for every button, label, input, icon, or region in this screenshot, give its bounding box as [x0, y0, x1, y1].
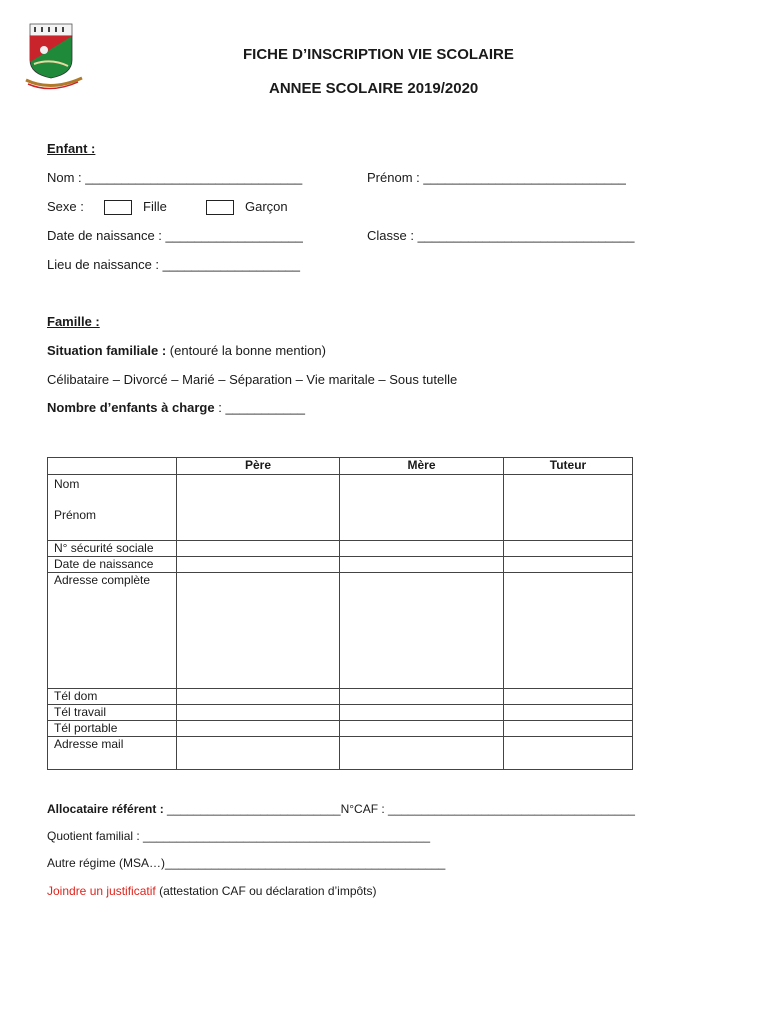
cell-mere-tel-travail[interactable] — [340, 705, 504, 721]
cell-tuteur-tel-dom[interactable] — [504, 689, 633, 705]
row-label-secu: N° sécurité sociale — [48, 541, 177, 557]
child-section-heading: Enfant : — [47, 141, 96, 156]
table-row — [48, 689, 633, 705]
table-header-row — [48, 458, 633, 475]
cell-mere-mail[interactable] — [340, 737, 504, 770]
cell-tuteur-tel-travail[interactable] — [504, 705, 633, 721]
row-label-tel-dom: Tél dom — [48, 689, 177, 705]
parents-table — [47, 457, 633, 770]
justificatif-note: (attestation CAF ou déclaration d’impôts) — [155, 884, 377, 898]
row-label-tel-travail: Tél travail — [48, 705, 177, 721]
child-class-field[interactable]: Classe : ______________________________ — [367, 228, 635, 243]
children-count-blank: : ___________ — [214, 400, 305, 415]
table-header-mere: Mère — [340, 458, 504, 475]
cell-tuteur-dob[interactable] — [504, 557, 633, 573]
row-label-nom-prenom — [48, 475, 177, 541]
row-label-nom: Nom — [54, 477, 80, 491]
cell-tuteur-adresse[interactable] — [504, 573, 633, 689]
cell-pere-tel-travail[interactable] — [177, 705, 340, 721]
garcon-label: Garçon — [245, 199, 288, 214]
cell-pere-secu[interactable] — [177, 541, 340, 557]
cell-mere-tel-dom[interactable] — [340, 689, 504, 705]
allocataire-line[interactable] — [47, 802, 635, 816]
family-situation-note: (entouré la bonne mention) — [166, 343, 326, 358]
row-label-tel-portable: Tél portable — [48, 721, 177, 737]
coat-of-arms-logo — [24, 22, 86, 92]
cell-tuteur-tel-portable[interactable] — [504, 721, 633, 737]
table-header-blank — [48, 458, 177, 475]
cell-tuteur-nom[interactable] — [504, 475, 633, 541]
table-row — [48, 573, 633, 689]
justificatif-line — [47, 884, 377, 898]
fille-label: Fille — [143, 199, 167, 214]
cell-pere-tel-portable[interactable] — [177, 721, 340, 737]
cell-pere-nom[interactable] — [177, 475, 340, 541]
table-row — [48, 721, 633, 737]
cell-tuteur-secu[interactable] — [504, 541, 633, 557]
cell-mere-nom[interactable] — [340, 475, 504, 541]
cell-pere-tel-dom[interactable] — [177, 689, 340, 705]
form-title: FICHE D’INSCRIPTION VIE SCOLAIRE — [243, 46, 514, 63]
family-situation-options[interactable]: Célibataire – Divorcé – Marié – Séparation – Vie maritale – Sous tutelle — [47, 372, 458, 387]
child-birthplace-field[interactable]: Lieu de naissance : ___________________ — [47, 257, 301, 272]
table-row — [48, 737, 633, 770]
justificatif-red-text: Joindre un justificatif — [47, 884, 156, 898]
table-header-tuteur: Tuteur — [504, 458, 633, 475]
cell-mere-dob[interactable] — [340, 557, 504, 573]
cell-pere-adresse[interactable] — [177, 573, 340, 689]
row-label-dob: Date de naissance — [48, 557, 177, 573]
row-label-mail: Adresse mail — [48, 737, 177, 770]
family-section-heading: Famille : — [47, 314, 100, 329]
cell-mere-tel-portable[interactable] — [340, 721, 504, 737]
child-dob-field[interactable]: Date de naissance : ___________________ — [47, 228, 303, 243]
child-firstname-field[interactable]: Prénom : ____________________________ — [367, 170, 626, 185]
cell-pere-dob[interactable] — [177, 557, 340, 573]
table-row — [48, 557, 633, 573]
table-row — [48, 475, 633, 541]
family-situation-line — [47, 343, 326, 358]
quotient-field[interactable]: Quotient familial : ___________________________________________ — [47, 829, 431, 843]
children-count-line[interactable] — [47, 400, 305, 415]
school-year-title: ANNEE SCOLAIRE 2019/2020 — [269, 80, 479, 97]
cell-mere-adresse[interactable] — [340, 573, 504, 689]
table-row — [48, 541, 633, 557]
allocataire-blank: __________________________N°CAF : _____________________________________ — [163, 802, 635, 816]
row-label-adresse: Adresse complète — [48, 573, 177, 689]
sex-label: Sexe : — [47, 199, 84, 214]
checkbox-fille[interactable] — [104, 200, 132, 215]
allocataire-label: Allocataire référent : — [47, 802, 164, 816]
table-header-pere: Père — [177, 458, 340, 475]
family-situation-label: Situation familiale : — [47, 343, 167, 358]
cell-mere-secu[interactable] — [340, 541, 504, 557]
regime-field[interactable]: Autre régime (MSA…)__________________________________________ — [47, 856, 446, 870]
cell-tuteur-mail[interactable] — [504, 737, 633, 770]
checkbox-garcon[interactable] — [206, 200, 234, 215]
children-count-label: Nombre d’enfants à charge — [47, 400, 215, 415]
child-name-field[interactable]: Nom : ______________________________ — [47, 170, 303, 185]
cell-pere-mail[interactable] — [177, 737, 340, 770]
row-label-prenom: Prénom — [54, 508, 97, 522]
table-row — [48, 705, 633, 721]
